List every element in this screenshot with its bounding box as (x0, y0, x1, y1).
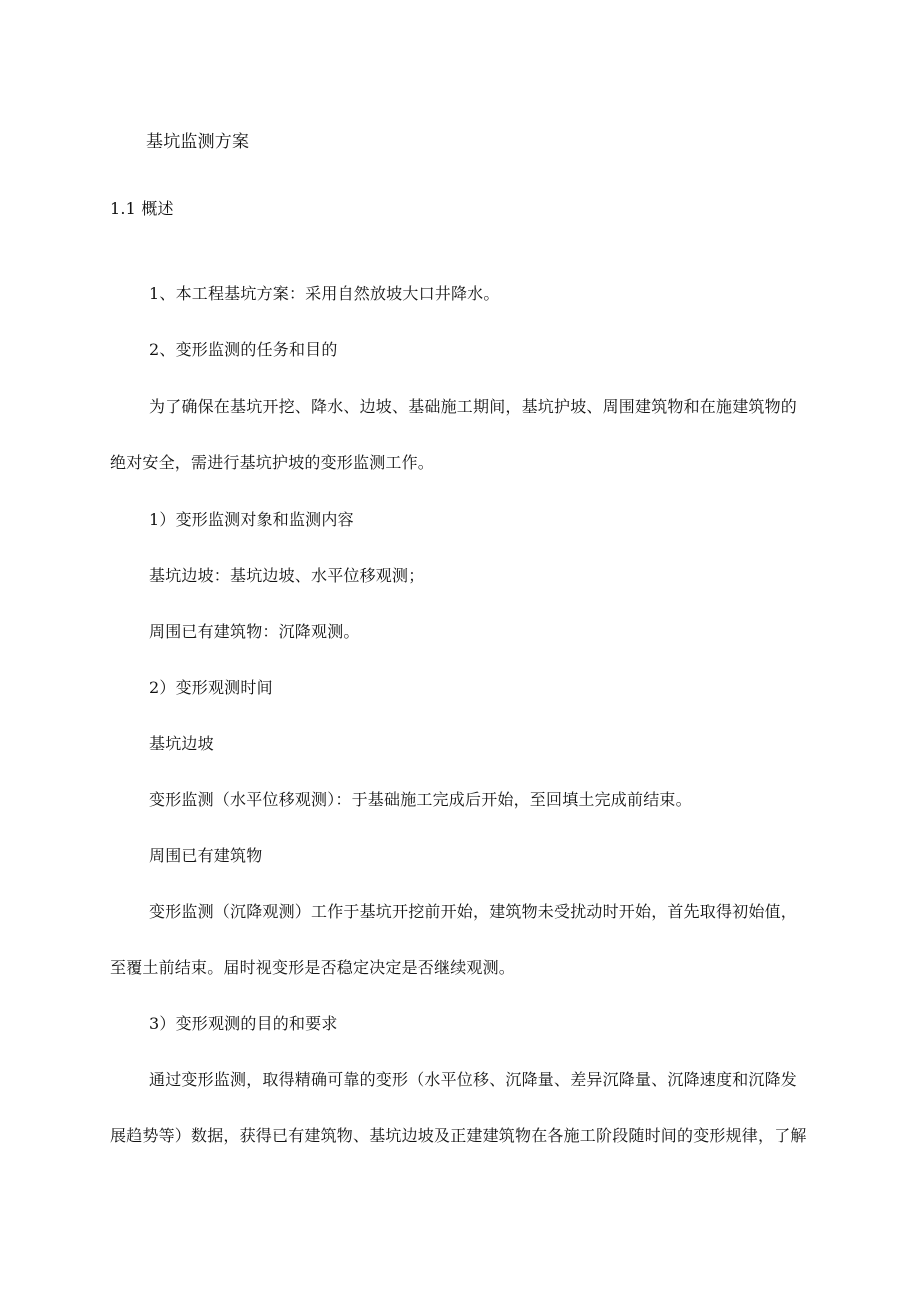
paragraph-line: 至覆土前结束。届时视变形是否稳定决定是否继续观测。 (110, 958, 516, 977)
paragraph-line: 1、本工程基坑方案：采用自然放坡大口井降水。 (149, 284, 500, 303)
paragraph-line: 展趋势等）数据，获得已有建筑物、基坑边坡及正建建筑物在各施工阶段随时间的变形规律，了解 (110, 1126, 807, 1145)
paragraph-line: 2、变形监测的任务和目的 (149, 340, 338, 359)
paragraph-line: 周围已有建筑物：沉降观测。 (149, 622, 360, 641)
paragraph-line: 1）变形监测对象和监测内容 (149, 510, 354, 529)
paragraph-line: 基坑边坡 (149, 734, 214, 753)
paragraph-line: 绝对安全，需进行基坑护坡的变形监测工作。 (110, 453, 435, 472)
paragraph-line: 通过变形监测，取得精确可靠的变形（水平位移、沉降量、差异沉降量、沉降速度和沉降发 (149, 1070, 798, 1089)
document-title: 基坑监测方案 (146, 132, 250, 152)
paragraph-line: 2）变形观测时间 (149, 678, 273, 697)
paragraph-line: 基坑边坡：基坑边坡、水平位移观测； (149, 566, 425, 585)
paragraph-line: 3）变形观测的目的和要求 (149, 1014, 338, 1033)
paragraph-line: 变形监测（沉降观测）工作于基坑开挖前开始，建筑物未受扰动时开始，首先取得初始值， (149, 902, 798, 921)
paragraph-line: 变形监测（水平位移观测）：于基础施工完成后开始，至回填土完成前结束。 (149, 790, 692, 809)
paragraph-line: 周围已有建筑物 (149, 846, 263, 865)
section-heading: 1.1 概述 (110, 199, 174, 218)
paragraph-line: 为了确保在基坑开挖、降水、边坡、基础施工期间，基坑护坡、周围建筑物和在施建筑物的 (149, 397, 798, 416)
